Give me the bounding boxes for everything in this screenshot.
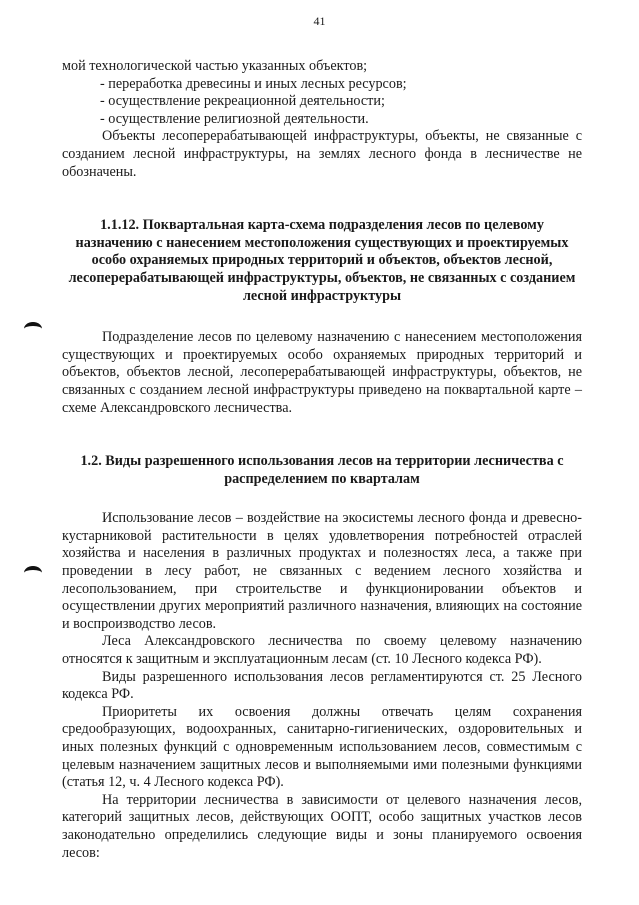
intro-paragraph: Объекты лесоперерабатывающей инфраструктуры, объекты, не связанные с созданием лесной инфраструктуры, на землях лесного фонда в лесничестве не обозначены.: [62, 128, 582, 180]
section-1-2-paragraph: Виды разрешенного использования лесов регламентируются ст. 25 Лесного кодекса РФ.: [62, 668, 582, 703]
section-heading-1-2: 1.2. Виды разрешенного использования лесов на территории лесничества с распределением по кварталам: [80, 453, 564, 487]
punch-hole-mark: [24, 322, 42, 336]
section-1-1-12-paragraph: Подразделение лесов по целевому назначению с нанесением местоположения существующих и проектируемых особо охраняемых природных территорий и объектов, объектов лесной, лесоперерабатывающей инфраструктуры, объектов, не связанных с созданием лесной инфраструктуры приведено на поквартальной карте – схеме Александровского лесничества.: [62, 329, 582, 416]
section-1-2-paragraph: На территории лесничества в зависимости от целевого назначения лесов, категорий защитных лесов, действующих ООПТ, особо защитных участков лесов законодательно определились следующие виды и зоны планируемого освоения лесов:: [62, 791, 582, 861]
section-1-2-paragraph: Приоритеты их освоения должны отвечать целям сохранения средообразующих, водоохранных, санитарно-гигиенических, оздоровительных и иных полезных функций с одновременным использованием лесов, совместимым с целевым назначением защитных лесов и выполняемыми ими полезными функциями (статья 12, ч. 4 Лесного кодекса РФ).: [62, 703, 582, 791]
document-body: [62, 58, 582, 862]
list-item: - осуществление религиозной деятельности.: [100, 110, 369, 127]
section-1-2-paragraph: Леса Александровского лесничества по своему целевому назначению относятся к защитным и эксплуатационным лесам (ст. 10 Лесного кодекса РФ).: [62, 633, 582, 668]
intro-line: мой технологической частью указанных объектов;: [62, 58, 368, 74]
section-heading-1-1-12: 1.1.12. Поквартальная карта-схема подразделения лесов по целевому назначению с нанесением местоположения существующих и проектируемых особо охраняемых природных территорий и объектов, объектов лесной, лесоперерабатывающей инфраструктуры, объектов, не связанных с созданием лесной инфраструктуры: [68, 217, 576, 304]
page-number: 41: [313, 14, 326, 28]
section-1-2-paragraph: Использование лесов – воздействие на экосистемы лесного фонда и древесно-кустарниковой растительности в целях удовлетворения потребностей отраслей хозяйства и населения в различных продуктах и полезностях леса, а также при проведении в лесу работ, не связанных с ведением лесного хозяйства и лесопользованием, при строительстве и функционировании объектов и осуществлении других мероприятий различного назначения, влияющих на состояние и воспроизводство лесов.: [62, 510, 582, 632]
punch-hole-mark: [24, 566, 42, 580]
list-item: - осуществление рекреационной деятельности;: [100, 93, 385, 110]
list-item: - переработка древесины и иных лесных ресурсов;: [100, 75, 407, 92]
